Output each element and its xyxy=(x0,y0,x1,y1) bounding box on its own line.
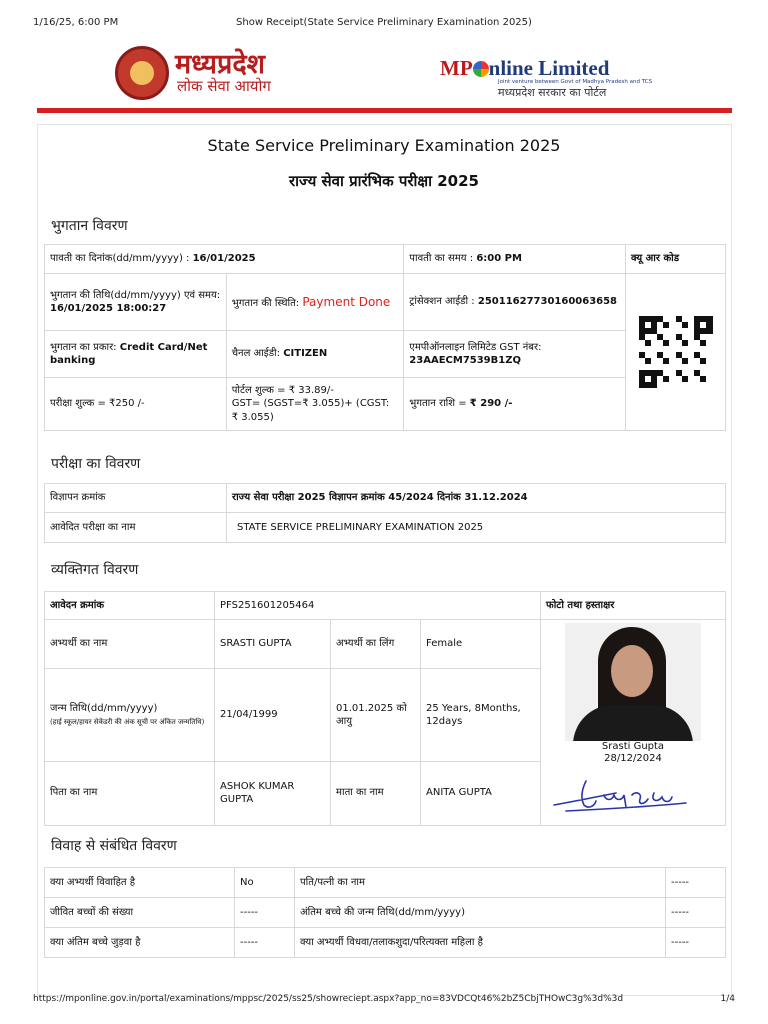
receipt-date-cell: पावती का दिनांक(dd/mm/yyyy) : 16/01/2025 xyxy=(45,245,404,274)
mother-label: माता का नाम xyxy=(331,761,421,825)
photo-caption-date: 28/12/2024 xyxy=(604,753,662,764)
receipt-time: 6:00 PM xyxy=(476,253,522,265)
pay-status-cell: भुगतान की स्थिति: Payment Done xyxy=(226,274,404,331)
exam-name-label: आवेदित परीक्षा का नाम xyxy=(45,513,227,543)
payment-table xyxy=(44,244,726,431)
print-datetime: 1/16/25, 6:00 PM xyxy=(33,17,119,28)
page-title-en: State Service Preliminary Examination 2025 xyxy=(207,136,561,155)
pay-datetime: 16/01/2025 18:00:27 xyxy=(50,303,167,314)
photo-cell xyxy=(541,620,726,826)
dob-value: 21/04/1999 xyxy=(215,669,331,761)
gst-breakup: GST= (SGST=₹ 3.055)+ (CGST: ₹ 3.055) xyxy=(231,398,390,423)
total-amount: ₹ 290 /- xyxy=(469,398,513,410)
receipt-date: 16/01/2025 xyxy=(192,253,256,265)
channel-cell: चैनल आईडी: CITIZEN xyxy=(226,331,404,378)
age-label: 01.01.2025 को आयु xyxy=(331,669,421,761)
personal-table xyxy=(44,591,726,826)
exam-fee: ₹250 /- xyxy=(109,398,145,410)
mppsc-logo xyxy=(115,44,305,100)
married-label: क्या अभ्यर्थी विवाहित है xyxy=(45,868,235,898)
portal-fee-cell xyxy=(226,378,404,431)
logo-mp: MP xyxy=(440,56,473,80)
father-label: पिता का नाम xyxy=(45,761,215,825)
married-value: No xyxy=(235,868,295,898)
father-value: ASHOK KUMAR GUPTA xyxy=(215,761,331,825)
logo-mp-text: मध्यप्रदेश xyxy=(175,49,266,80)
pay-type: Credit Card/Net banking xyxy=(50,341,208,366)
adv-value: राज्य सेवा परीक्षा 2025 विज्ञापन क्रमांक 45/2024 दिनांक 31.12.2024 xyxy=(227,484,726,513)
candidate-signature xyxy=(546,771,696,817)
print-page-number: 1/4 xyxy=(720,994,735,1004)
last-child-dob-value: ----- xyxy=(666,898,726,928)
print-url: https://mponline.gov.in/portal/examinations/mppsc/2025/ss25/showreciept.aspx?app_no=83VDCQt46%2bZ5CbjTHOwC3g%3d%3d xyxy=(33,994,624,1004)
children-value: ----- xyxy=(235,898,295,928)
exam-name-value: STATE SERVICE PRELIMINARY EXAMINATION 2025 xyxy=(227,513,726,543)
logo-portal-subtitle: मध्यप्रदेश सरकार का पोर्टल xyxy=(498,86,607,99)
exam-section-heading: परीक्षा का विवरण xyxy=(51,456,141,472)
channel-id: CITIZEN xyxy=(283,348,328,360)
txn-id: 25011627730160063658 xyxy=(477,296,618,308)
table-row xyxy=(45,898,726,928)
app-no-label: आवेदन क्रमांक xyxy=(45,592,215,620)
last-child-dob-label: अंतिम बच्चे की जन्म तिथि(dd/mm/yyyy) xyxy=(295,898,666,928)
pay-datetime-cell: भुगतान की तिथि(dd/mm/yyyy) एवं समय: 16/01/2025 18:00:27 xyxy=(45,274,227,331)
spouse-label: पति/पत्नी का नाम xyxy=(295,868,666,898)
qr-code-cell xyxy=(626,274,726,431)
photo-caption-name: Srasti Gupta xyxy=(601,741,665,752)
age-value: 25 Years, 8Months, 12days xyxy=(421,669,541,761)
portal-fee: पोर्टल शुल्क = ₹ 33.89/- xyxy=(231,384,334,396)
marriage-table xyxy=(44,867,726,958)
qr-code-icon xyxy=(639,316,713,388)
payment-section-heading: भुगतान विवरण xyxy=(51,218,128,234)
total-cell: भुगतान राशि = ₹ 290 /- xyxy=(404,378,626,431)
page-title-hi: राज्य सेवा प्रारंभिक परीक्षा 2025 xyxy=(289,172,479,190)
widow-label: क्या अभ्यर्थी विधवा/तलाकशुदा/परित्यक्ता महिला है xyxy=(295,928,666,958)
children-label: जीवित बच्चों की संख्या xyxy=(45,898,235,928)
logo-commission-text: लोक सेवा आयोग xyxy=(177,77,271,95)
candidate-photo xyxy=(565,623,701,741)
exam-fee-cell: परीक्षा शुल्क = ₹250 /- xyxy=(45,378,227,431)
gender-label: अभ्यर्थी का लिंग xyxy=(331,620,421,669)
txn-cell: ट्रांसेक्शन आईडी : 25011627730160063658 xyxy=(404,274,626,331)
dob-label: जन्म तिथि(dd/mm/yyyy) xyxy=(50,702,158,714)
qr-label: क्यू आर कोड xyxy=(626,245,726,274)
exam-table xyxy=(44,483,726,543)
mponline-o-icon xyxy=(473,61,489,77)
dob-label-cell xyxy=(45,669,215,761)
logo-tagline: Joint venture between Govt of Madhya Pradesh and TCS xyxy=(498,79,653,85)
dob-note: (हाई स्कूल/हायर सेकेंडरी की अंक सूची पर अंकित जन्मतिथि) xyxy=(50,718,205,727)
mponline-logo xyxy=(440,56,655,100)
photo-label: फोटो तथा हस्ताक्षर xyxy=(541,592,726,620)
twins-value: ----- xyxy=(235,928,295,958)
personal-section-heading: व्यक्तिगत विवरण xyxy=(51,562,139,578)
twins-label: क्या अंतिम बच्चे जुड़वा है xyxy=(45,928,235,958)
status-badge: Payment Done xyxy=(302,294,391,309)
gender-value: Female xyxy=(421,620,541,669)
marriage-section-heading: विवाह से संबंधित विवरण xyxy=(51,838,177,854)
print-page-title: Show Receipt(State Service Preliminary Examination 2025) xyxy=(236,17,532,28)
logo-online-limited: nline Limited xyxy=(488,56,610,80)
table-row xyxy=(45,868,726,898)
mppsc-seal-icon xyxy=(115,46,169,100)
table-row xyxy=(45,928,726,958)
mother-value: ANITA GUPTA xyxy=(421,761,541,825)
gst-cell: एमपीऑनलाइन लिमिटेड GST नंबर: 23AAECM7539B1ZQ xyxy=(404,331,626,378)
cand-name-label: अभ्यर्थी का नाम xyxy=(45,620,215,669)
pay-type-cell: भुगतान का प्रकार: Credit Card/Net banking xyxy=(45,331,227,378)
adv-label: विज्ञापन क्रमांक xyxy=(45,484,227,513)
receipt-time-cell: पावती का समय : 6:00 PM xyxy=(404,245,626,274)
widow-value: ----- xyxy=(666,928,726,958)
header-divider xyxy=(37,108,732,113)
gst-number: 23AAECM7539B1ZQ xyxy=(409,355,521,366)
app-no-value: PFS251601205464 xyxy=(215,592,541,620)
spouse-value: ----- xyxy=(666,868,726,898)
cand-name-value: SRASTI GUPTA xyxy=(215,620,331,669)
